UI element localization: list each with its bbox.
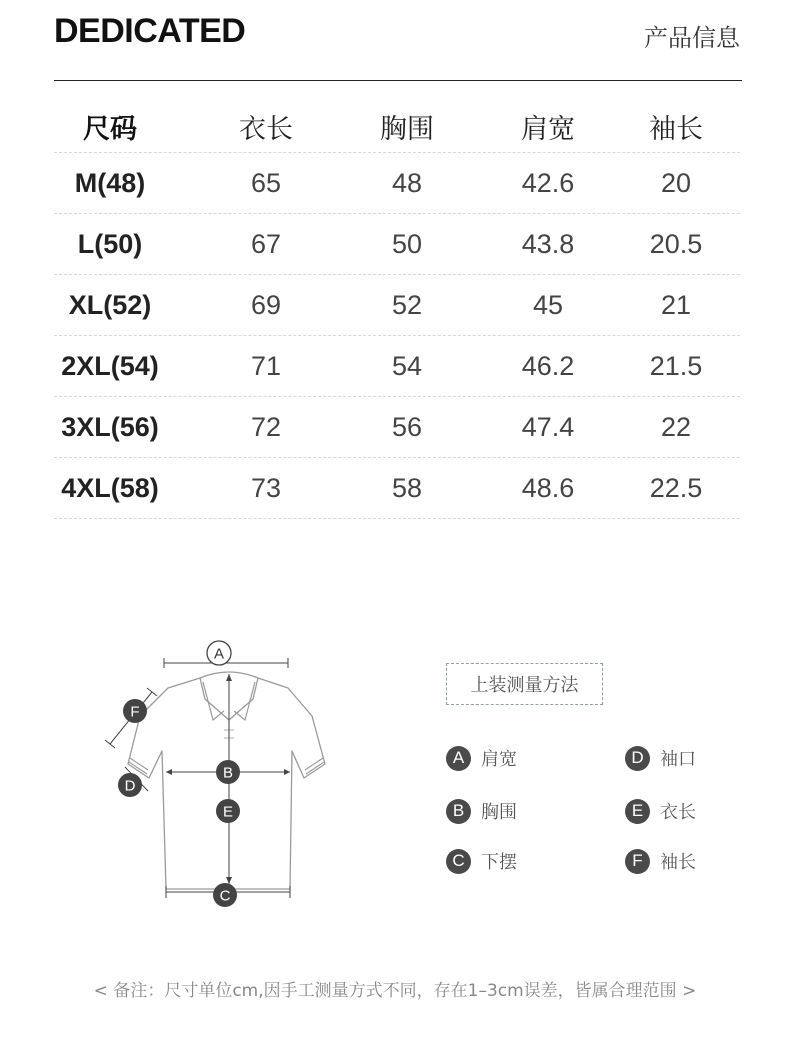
- legend-item-e: [625, 798, 696, 824]
- badge-e-icon: E: [625, 799, 650, 824]
- length-cell: 65: [250, 167, 282, 198]
- legend-label: 下摆: [481, 852, 517, 873]
- column-header-chest: 胸围: [380, 113, 434, 145]
- svg-text:C: C: [219, 887, 231, 905]
- table-row: [54, 275, 740, 336]
- product-info-label: 产品信息: [644, 24, 740, 52]
- marker-b: [216, 760, 240, 784]
- measure-method-title: 上装测量方法: [446, 663, 603, 705]
- size-cell: M(48): [74, 167, 146, 198]
- table-row: [54, 153, 740, 214]
- size-cell: 2XL(54): [61, 350, 159, 381]
- table-row: [54, 397, 740, 458]
- table-header-row: [54, 100, 740, 153]
- footnote: < 备注：尺寸单位cm,因手工测量方式不同，存在1–3cm误差，皆属合理范围 >: [93, 981, 697, 1001]
- length-cell: 73: [250, 472, 282, 503]
- svg-text:B: B: [222, 764, 234, 782]
- badge-a-icon: A: [446, 746, 471, 771]
- column-header-length: 衣长: [239, 113, 293, 145]
- shirt-measurement-diagram: [100, 636, 340, 916]
- legend-item-c: [446, 848, 517, 874]
- header-divider: [54, 80, 742, 81]
- chest-cell: 48: [391, 167, 423, 198]
- size-cell: 3XL(56): [61, 411, 159, 442]
- polo-shirt-icon: [100, 636, 340, 916]
- size-cell: L(50): [77, 228, 143, 259]
- shoulder-cell: 46.2: [521, 350, 575, 381]
- sleeve-cell: 22: [660, 411, 692, 442]
- chest-cell: 54: [391, 350, 423, 381]
- svg-text:D: D: [124, 777, 136, 795]
- shoulder-cell: 45: [532, 289, 564, 320]
- size-cell: XL(52): [68, 289, 152, 320]
- legend-label: 肩宽: [481, 749, 517, 770]
- sleeve-cell: 21.5: [649, 350, 703, 381]
- column-header-sleeve: 袖长: [649, 113, 703, 145]
- sleeve-cell: 22.5: [649, 472, 703, 503]
- legend-item-a: [446, 745, 517, 771]
- marker-d: [118, 773, 142, 797]
- sleeve-cell: 20: [660, 167, 692, 198]
- marker-f: [123, 699, 147, 723]
- shoulder-cell: 43.8: [521, 228, 575, 259]
- chest-cell: 56: [391, 411, 423, 442]
- chest-cell: 52: [391, 289, 423, 320]
- chest-cell: 58: [391, 472, 423, 503]
- legend-item-f: [625, 848, 696, 874]
- column-header-shoulder: 肩宽: [521, 113, 575, 145]
- shoulder-cell: 48.6: [521, 472, 575, 503]
- marker-a: [207, 641, 231, 665]
- table-row: [54, 458, 740, 519]
- badge-c-icon: C: [446, 849, 471, 874]
- badge-b-icon: B: [446, 799, 471, 824]
- legend-item-d: [625, 745, 696, 771]
- marker-c: [213, 883, 237, 907]
- marker-e: [216, 799, 240, 823]
- shoulder-cell: 42.6: [521, 167, 575, 198]
- length-cell: 71: [250, 350, 282, 381]
- length-cell: 69: [250, 289, 282, 320]
- legend-label: 胸围: [481, 802, 517, 823]
- length-cell: 72: [250, 411, 282, 442]
- table-row: [54, 336, 740, 397]
- legend-label: 袖长: [660, 852, 696, 873]
- shoulder-cell: 47.4: [521, 411, 575, 442]
- sleeve-cell: 20.5: [649, 228, 703, 259]
- badge-d-icon: D: [625, 746, 650, 771]
- table-row: [54, 214, 740, 275]
- badge-f-icon: F: [625, 849, 650, 874]
- svg-text:F: F: [130, 703, 140, 721]
- size-table: [54, 100, 740, 519]
- sleeve-cell: 21: [660, 289, 692, 320]
- length-cell: 67: [250, 228, 282, 259]
- column-header-size: 尺码: [83, 113, 137, 145]
- svg-text:E: E: [222, 803, 234, 821]
- legend-label: 衣长: [660, 802, 696, 823]
- legend-item-b: [446, 798, 517, 824]
- svg-text:A: A: [213, 645, 225, 663]
- legend-label: 袖口: [660, 749, 696, 770]
- chest-cell: 50: [391, 228, 423, 259]
- brand-title: DEDICATED: [54, 12, 246, 50]
- size-cell: 4XL(58): [61, 472, 159, 503]
